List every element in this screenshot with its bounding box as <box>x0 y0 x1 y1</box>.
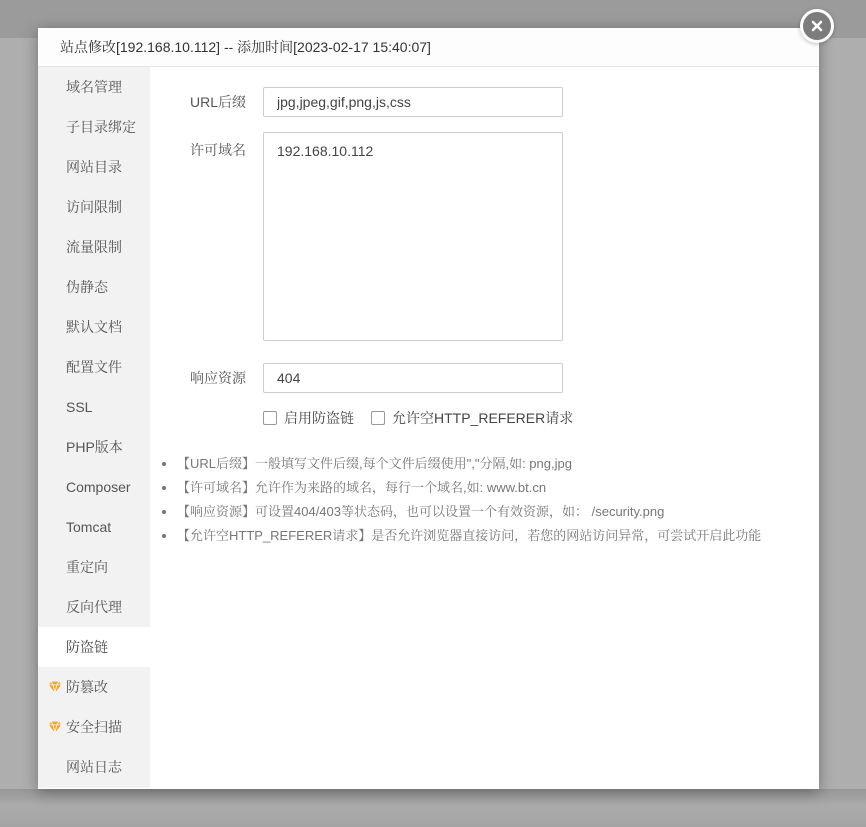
sidebar-item-ssl[interactable]: SSL <box>66 399 93 415</box>
sidebar-item-php-version[interactable]: PHP版本 <box>66 439 123 455</box>
sidebar-item-tomcat[interactable]: Tomcat <box>66 519 112 535</box>
allowed-domains-textarea[interactable] <box>263 132 563 341</box>
site-modify-dialog <box>38 28 819 789</box>
hotlink-settings-panel <box>150 67 819 788</box>
sidebar-item-security-scan[interactable] <box>38 707 150 747</box>
dialog-title: 站点修改[192.168.10.112] -- 添加时间[2023-02-17 15:40:07] <box>60 39 431 55</box>
close-button[interactable] <box>800 9 834 43</box>
url-suffix-input[interactable] <box>263 87 563 117</box>
response-resource-row <box>150 363 819 393</box>
sidebar-item-tamper-proof[interactable] <box>38 667 150 707</box>
allowed-domains-row <box>150 132 819 341</box>
backdrop-bottom-band <box>0 789 866 827</box>
sidebar <box>38 67 150 788</box>
url-suffix-label: URL后缀 <box>189 94 246 110</box>
sidebar-item-subdirectory-binding[interactable]: 子目录绑定 <box>66 119 136 135</box>
gem-icon <box>48 720 62 734</box>
sidebar-item-label: 防篡改 <box>66 679 108 695</box>
response-resource-input[interactable] <box>263 363 563 393</box>
enable-hotlink-label: 启用防盗链 <box>284 410 354 426</box>
allow-empty-referer-checkbox[interactable] <box>371 411 385 425</box>
enable-hotlink-checkbox[interactable] <box>263 411 277 425</box>
dialog-header <box>38 28 819 67</box>
sidebar-item-traffic-limit[interactable]: 流量限制 <box>66 239 122 255</box>
sidebar-item-site-logs[interactable]: 网站日志 <box>66 759 122 775</box>
sidebar-item-site-directory[interactable]: 网站目录 <box>66 159 122 175</box>
sidebar-item-access-restriction[interactable]: 访问限制 <box>66 199 122 215</box>
allow-empty-referer-label: 允许空HTTP_REFERER请求 <box>392 410 574 426</box>
sidebar-item-label: 安全扫描 <box>66 719 122 735</box>
sidebar-item-composer[interactable]: Composer <box>66 479 131 495</box>
allowed-domains-label: 许可域名 <box>190 142 246 158</box>
help-item-empty-referer: • 【允许空HTTP_REFERER请求】是否允许浏览器直接访问，若您的网站访问异常，可尝试开启此功能 <box>177 528 819 544</box>
sidebar-item-domain-management[interactable]: 域名管理 <box>66 79 122 95</box>
gem-icon <box>48 680 62 694</box>
help-item-allowed-domains: • 【许可域名】允许作为来路的域名，每行一个域名,如: www.bt.cn <box>177 480 819 496</box>
help-item-response-resource: • 【响应资源】可设置404/403等状态码，也可以设置一个有效资源，如： /security.png <box>177 504 819 520</box>
sidebar-item-hotlink-protection[interactable]: 防盗链 <box>38 627 150 667</box>
help-list <box>158 456 819 544</box>
url-suffix-row <box>150 87 819 117</box>
sidebar-item-reverse-proxy[interactable]: 反向代理 <box>66 599 122 615</box>
close-icon <box>810 19 824 33</box>
help-item-url-suffix: • 【URL后缀】一般填写文件后缀,每个文件后缀使用","分隔,如: png,jpg <box>177 456 819 472</box>
sidebar-item-redirect[interactable]: 重定向 <box>66 559 108 575</box>
options-row <box>263 410 819 426</box>
response-resource-label: 响应资源 <box>190 370 246 386</box>
sidebar-item-pseudo-static[interactable]: 伪静态 <box>66 279 108 295</box>
sidebar-item-default-document[interactable]: 默认文档 <box>66 319 122 335</box>
enable-hotlink-option[interactable] <box>263 408 354 428</box>
allow-empty-referer-option[interactable] <box>371 408 573 428</box>
sidebar-item-config-file[interactable]: 配置文件 <box>66 359 122 375</box>
